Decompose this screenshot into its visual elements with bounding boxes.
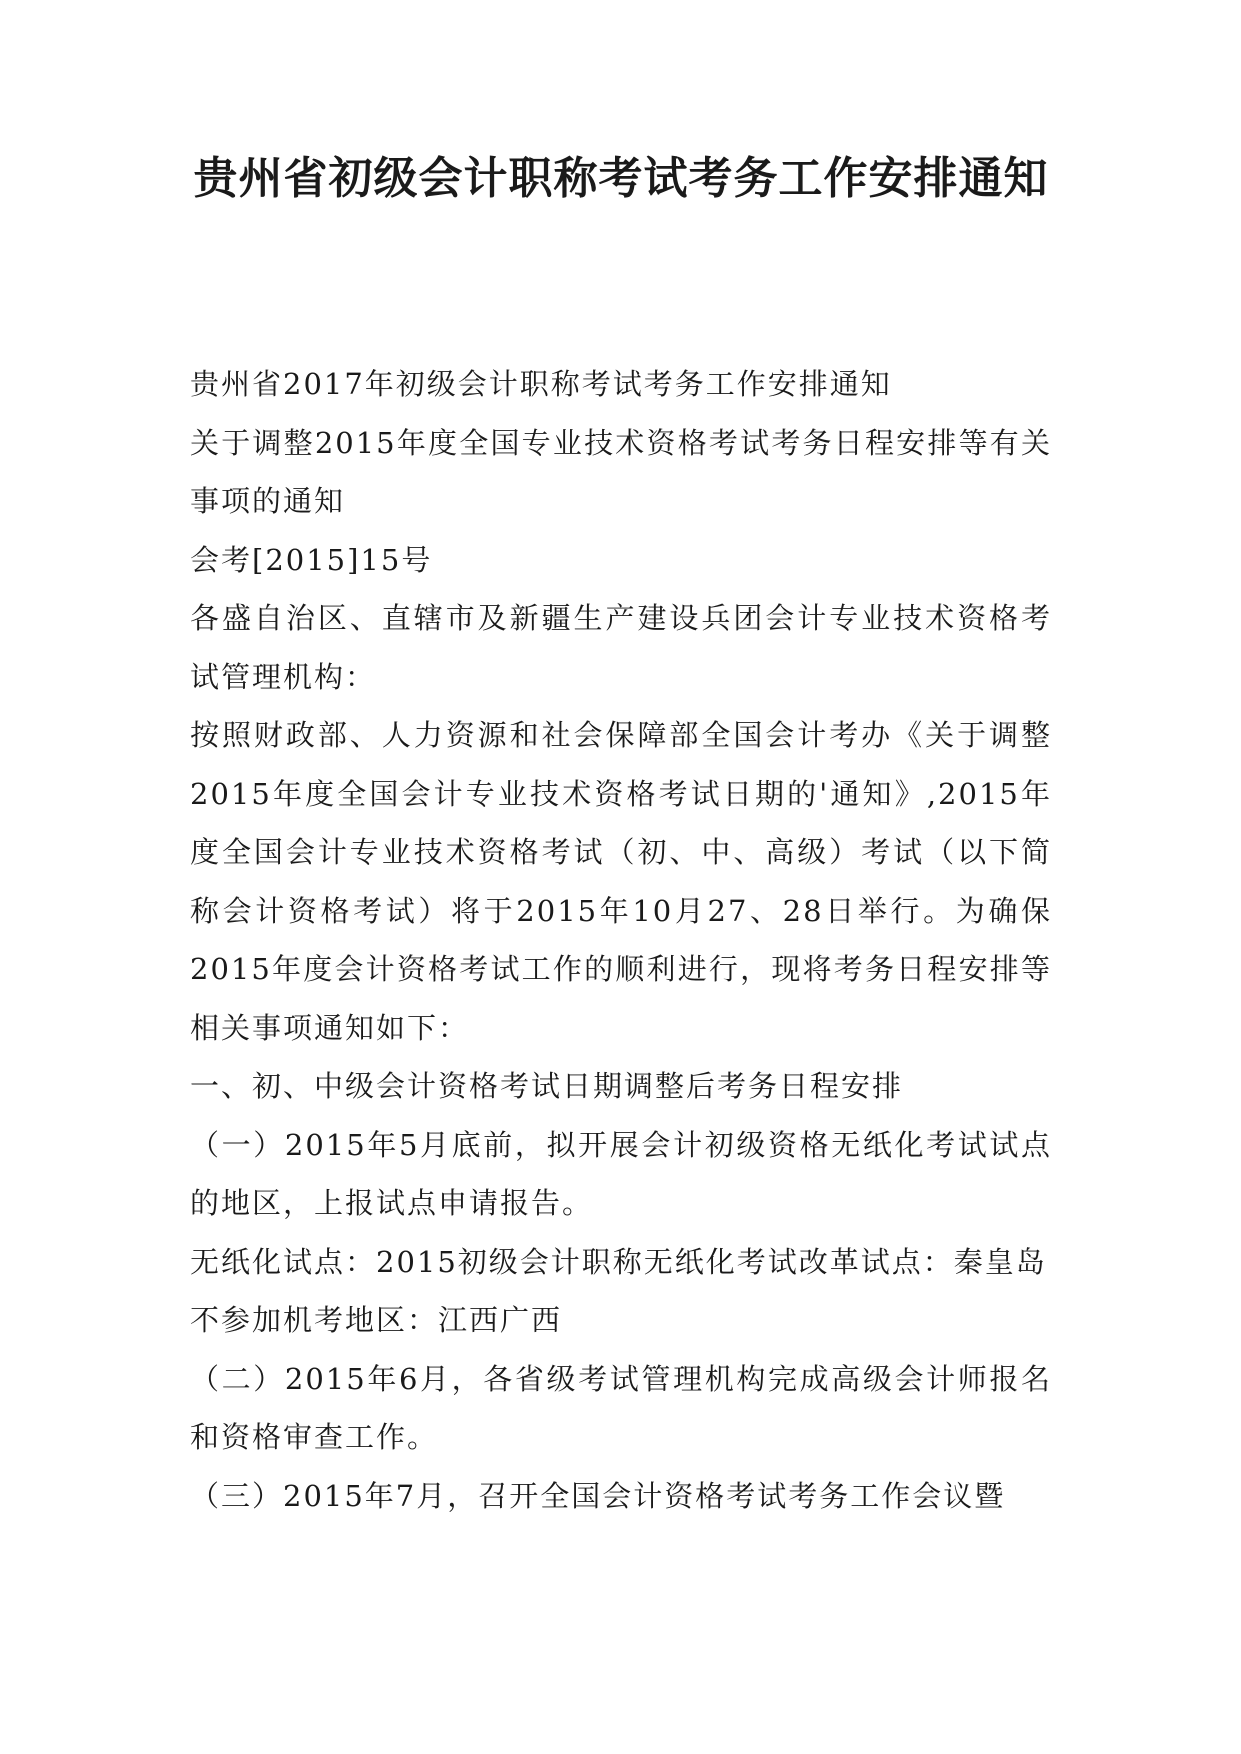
paragraph-intro: 按照财政部、人力资源和社会保障部全国会计考办《关于调整2015年度全国会计专业技术资格考试日期的'通知》,2015年度全国会计专业技术资格考试（初、中、高级）考试（以下简称会计资格考试）将于2015年10月27、28日举行。为确保2015年度会计资格考试工作的顺利进行，现将考务日程安排等相关事项通知如下： [190, 718, 1052, 1045]
paragraph-addressee: 各盛自治区、直辖市及新疆生产建设兵团会计专业技术资格考试管理机构： [190, 601, 1052, 694]
document-title: 贵州省初级会计职称考试考务工作安排通知 [193, 153, 1049, 204]
paragraph-item-2: （二）2015年6月，各省级考试管理机构完成高级会计师报名和资格审查工作。 [190, 1361, 1052, 1454]
paragraph-subtitle: 贵州省2017年初级会计职称考试考务工作安排通知 [190, 367, 892, 401]
paragraph-item-1: （一）2015年5月底前，拟开展会计初级资格无纸化考试试点的地区，上报试点申请报告。 [190, 1127, 1052, 1220]
paragraph-item-3: （三）2015年7月，召开全国会计资格考试考务工作会议暨 [190, 1478, 1006, 1513]
paragraph-non-computer-regions: 不参加机考地区：江西广西 [190, 1303, 563, 1337]
paragraph-notice-title: 关于调整2015年度全国专业技术资格考试考务日程安排等有关事项的通知 [190, 425, 1052, 518]
paragraph-document-number: 会考[2015]15号 [190, 542, 433, 577]
document-body [190, 355, 1052, 1525]
paragraph-paperless-pilot: 无纸化试点：2015初级会计职称无纸化考试改革试点：秦皇岛 [190, 1244, 1047, 1279]
section-heading-1: 一、初、中级会计资格考试日期调整后考务日程安排 [190, 1069, 904, 1103]
